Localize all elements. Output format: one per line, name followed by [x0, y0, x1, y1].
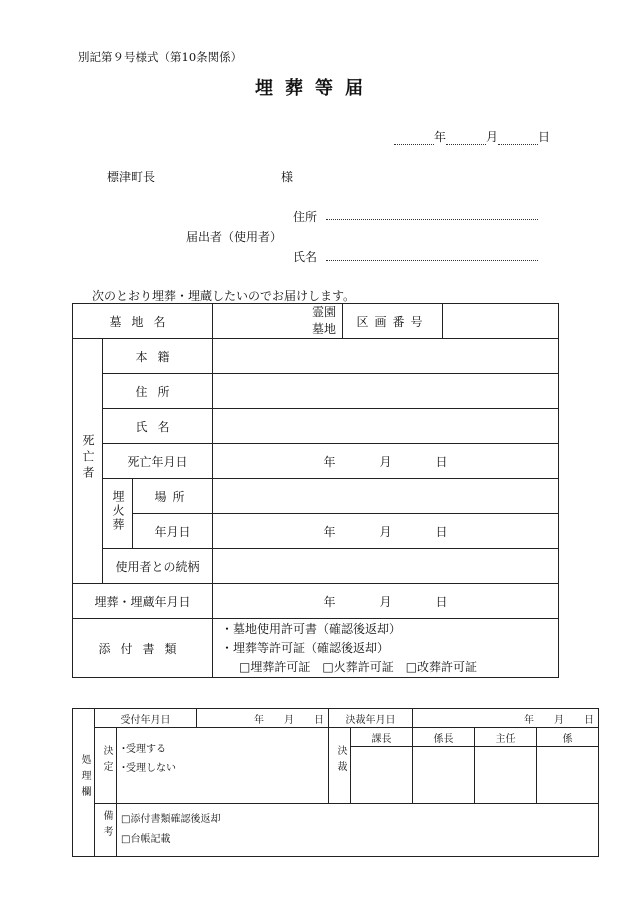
decision-options[interactable]	[117, 728, 329, 804]
stamp-staff[interactable]	[537, 747, 599, 804]
remarks-checks[interactable]	[117, 804, 599, 857]
burial-date-label: 埋葬・埋蔵年月日	[73, 584, 213, 619]
honseki-field[interactable]	[213, 339, 559, 374]
attachment-item: ・埋葬等許可証（確認後返却）	[221, 640, 390, 655]
role-subsection-chief: 係長	[413, 728, 475, 747]
decision-label: 決定	[95, 728, 117, 804]
deceased-name-label: 氏名	[103, 409, 213, 444]
grave-name-label: 墓地名	[73, 304, 213, 339]
processing-table	[72, 708, 599, 857]
submission-date	[394, 128, 550, 145]
month-blank[interactable]	[446, 132, 486, 145]
role-staff: 係	[537, 728, 599, 747]
received-date-field[interactable]: 年 月 日	[197, 709, 329, 728]
year-blank[interactable]	[394, 132, 434, 145]
attachments-list	[213, 619, 559, 678]
cemetery-type-cell[interactable]	[213, 304, 343, 339]
deceased-name-field[interactable]	[213, 409, 559, 444]
name-label: 氏名	[293, 250, 318, 264]
year-label: 年	[433, 130, 446, 144]
day-blank[interactable]	[498, 132, 538, 145]
attachment-item: ・墓地使用許可書（確認後返却）	[221, 621, 402, 636]
cemetery-label: 霊園	[312, 305, 337, 319]
relation-field[interactable]	[213, 549, 559, 584]
approval-label: 決裁	[329, 728, 351, 804]
stamp-section-chief[interactable]	[351, 747, 413, 804]
processing-label: 処理欄	[73, 709, 95, 857]
honorific: 様	[281, 170, 294, 184]
deceased-label: 死亡者	[73, 339, 103, 584]
cremation-place-field[interactable]	[213, 479, 559, 514]
decided-date-field[interactable]: 年 月 日	[413, 709, 599, 728]
accept-option[interactable]: ･受理する	[121, 744, 166, 755]
ledger-check[interactable]: □台帳記載	[121, 834, 171, 845]
death-date-label: 死亡年月日	[103, 444, 213, 479]
plot-number-field[interactable]	[443, 304, 559, 339]
role-supervisor: 主任	[475, 728, 537, 747]
honseki-label: 本籍	[103, 339, 213, 374]
death-date-field[interactable]: 年 月 日	[213, 444, 559, 479]
graveyard-label: 墓地	[312, 322, 337, 336]
role-section-chief: 課長	[351, 728, 413, 747]
form-id: 別記第９号様式（第10条関係）	[78, 50, 243, 64]
day-label: 日	[537, 130, 550, 144]
reject-option[interactable]: ･受理しない	[121, 763, 176, 774]
addressee: 標津町長	[107, 170, 156, 184]
burial-form-table	[72, 303, 559, 678]
address-label: 住所	[293, 210, 318, 224]
cremation-date-label: 年月日	[133, 514, 213, 549]
page-title: 埋葬等届	[255, 78, 375, 99]
intro-text: 次のとおり埋葬・埋蔵したいのでお届けします。	[92, 289, 356, 303]
permit-checkboxes[interactable]: □埋葬許可証 □火葬許可証 □改葬許可証	[239, 659, 478, 674]
return-check[interactable]: □添付書類確認後返却	[121, 814, 221, 825]
address-field[interactable]	[326, 219, 538, 220]
stamp-subsection-chief[interactable]	[413, 747, 475, 804]
plot-number-label: 区画番号	[343, 304, 443, 339]
cremation-date-field[interactable]: 年 月 日	[213, 514, 559, 549]
relation-label: 使用者との続柄	[103, 549, 213, 584]
place-label: 場所	[133, 479, 213, 514]
applicant-label: 届出者（使用者）	[186, 230, 283, 244]
received-date-label: 受付年月日	[95, 709, 197, 728]
deceased-address-label: 住所	[103, 374, 213, 409]
remarks-label: 備考	[95, 804, 117, 857]
decided-date-label: 決裁年月日	[329, 709, 413, 728]
attachments-label: 添付書類	[73, 619, 213, 678]
burial-date-field[interactable]: 年 月 日	[213, 584, 559, 619]
month-label: 月	[485, 130, 498, 144]
stamp-supervisor[interactable]	[475, 747, 537, 804]
cremation-label: 埋火葬	[103, 479, 133, 549]
name-field[interactable]	[326, 260, 538, 261]
deceased-address-field[interactable]	[213, 374, 559, 409]
